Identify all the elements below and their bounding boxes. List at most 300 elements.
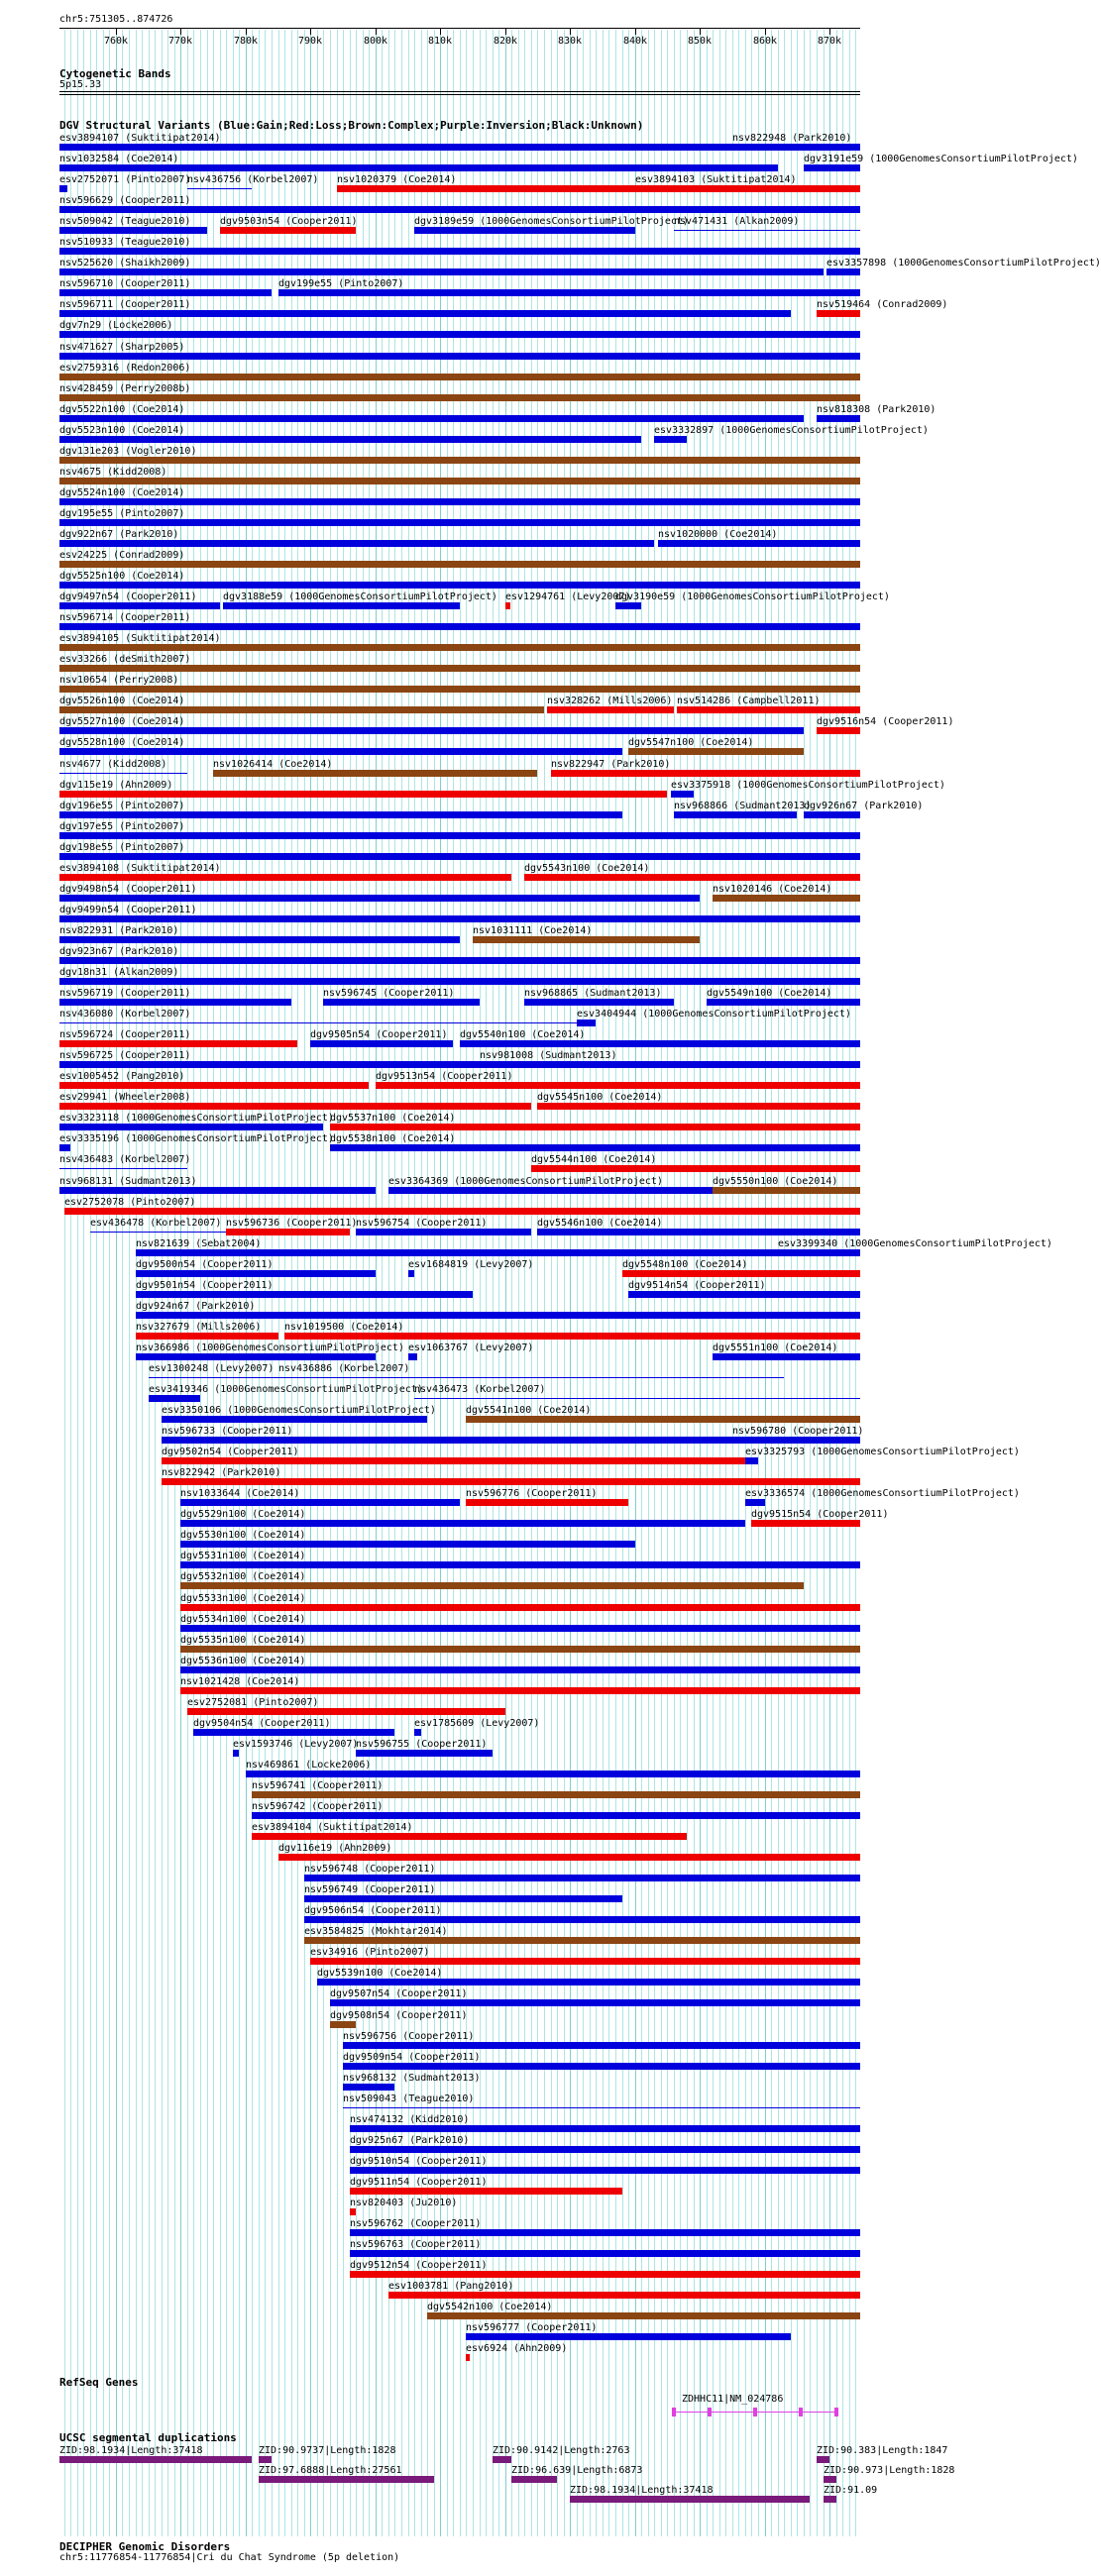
sv-bar[interactable] xyxy=(180,1520,745,1527)
sv-label[interactable]: dgv9505n54 (Cooper2011) xyxy=(310,1029,448,1041)
sv-bar[interactable] xyxy=(408,1353,417,1360)
sv-bar[interactable] xyxy=(278,1854,860,1861)
sv-bar[interactable] xyxy=(59,519,860,526)
sv-bar[interactable] xyxy=(59,394,860,401)
sv-bar[interactable] xyxy=(136,1291,473,1298)
sv-label[interactable]: nsv328262 (Mills2006) xyxy=(547,696,673,707)
sv-bar[interactable] xyxy=(330,2021,356,2028)
sv-bar[interactable] xyxy=(59,623,860,630)
sv-bar[interactable] xyxy=(59,936,460,943)
sv-bar[interactable] xyxy=(136,1270,376,1277)
sv-label[interactable]: esv3332897 (1000GenomesConsortiumPilotProject) xyxy=(654,424,929,436)
sv-bar[interactable] xyxy=(59,436,641,443)
sv-bar[interactable] xyxy=(59,832,860,839)
sv-bar[interactable] xyxy=(59,853,860,860)
sv-bar[interactable] xyxy=(778,1249,860,1256)
sv-bar[interactable] xyxy=(59,227,207,234)
sv-bar[interactable] xyxy=(745,1499,765,1506)
sv-label[interactable]: dgv3188e59 (1000GenomesConsortiumPilotProject) xyxy=(223,591,497,603)
sv-bar[interactable] xyxy=(59,686,860,693)
sv-label[interactable]: esv3894107 (Suktitipat2014) xyxy=(59,133,221,144)
sv-bar[interactable] xyxy=(376,1082,860,1089)
sv-bar[interactable] xyxy=(59,582,860,589)
sv-label[interactable]: dgv3191e59 (1000GenomesConsortiumPilotProject) xyxy=(804,154,1078,165)
sv-label[interactable]: nsv596749 (Cooper2011) xyxy=(304,1884,436,1896)
sv-label[interactable]: nsv1033644 (Coe2014) xyxy=(180,1488,300,1500)
sv-label[interactable]: nsv596736 (Cooper2011) xyxy=(226,1217,358,1229)
sv-bar[interactable] xyxy=(180,1646,860,1653)
sv-bar[interactable] xyxy=(59,748,622,755)
sv-label[interactable]: nsv1026414 (Coe2014) xyxy=(213,758,333,770)
segdup-bar[interactable] xyxy=(824,2496,836,2503)
sv-bar[interactable] xyxy=(304,1875,860,1881)
sv-label[interactable]: nsv366986 (1000GenomesConsortiumPilotProject) xyxy=(136,1342,404,1353)
sv-bar[interactable] xyxy=(427,2312,860,2319)
sv-label[interactable]: esv3894103 (Suktitipat2014) xyxy=(635,174,797,186)
sv-bar[interactable] xyxy=(310,1040,453,1047)
sv-bar[interactable] xyxy=(677,706,860,713)
sv-label[interactable]: esv3584825 (Mokhtar2014) xyxy=(304,1926,448,1938)
sv-label[interactable]: dgv5538n100 (Coe2014) xyxy=(330,1133,456,1145)
sv-label[interactable]: nsv822947 (Park2010) xyxy=(551,758,671,770)
sv-label[interactable]: dgv9501n54 (Cooper2011) xyxy=(136,1279,274,1291)
sv-label[interactable]: dgv9509n54 (Cooper2011) xyxy=(343,2051,481,2063)
sv-bar[interactable] xyxy=(59,353,860,360)
sv-bar[interactable] xyxy=(615,602,641,609)
sv-bar[interactable] xyxy=(59,665,860,672)
sv-label[interactable]: nsv596741 (Cooper2011) xyxy=(252,1779,384,1791)
sv-bar[interactable] xyxy=(356,1229,531,1235)
sv-bar[interactable] xyxy=(59,811,622,818)
sv-bar[interactable] xyxy=(59,1022,577,1023)
sv-bar[interactable] xyxy=(59,331,860,338)
sv-bar[interactable] xyxy=(388,2292,860,2299)
sv-label[interactable]: esv3375918 (1000GenomesConsortiumPilotProject) xyxy=(671,779,945,791)
sv-label[interactable]: dgv923n67 (Park2010) xyxy=(59,945,179,957)
sv-label[interactable]: esv1684819 (Levy2007) xyxy=(408,1258,534,1270)
sv-bar[interactable] xyxy=(537,1103,860,1110)
sv-bar[interactable] xyxy=(149,1377,278,1378)
sv-label[interactable]: dgv926n67 (Park2010) xyxy=(804,800,924,811)
sv-label[interactable]: dgv922n67 (Park2010) xyxy=(59,528,179,540)
sv-bar[interactable] xyxy=(635,185,860,192)
sv-label[interactable]: nsv436886 (Korbel2007) xyxy=(278,1362,410,1374)
sv-label[interactable]: esv2752078 (Pinto2007) xyxy=(64,1196,196,1208)
sv-bar[interactable] xyxy=(330,1144,860,1151)
segdup-bar[interactable] xyxy=(817,2456,829,2463)
sv-label[interactable]: dgv5534n100 (Coe2014) xyxy=(180,1613,306,1625)
sv-bar[interactable] xyxy=(180,1687,860,1694)
sv-label[interactable]: dgv5539n100 (Coe2014) xyxy=(317,1968,443,1980)
sv-label[interactable]: esv1063767 (Levy2007) xyxy=(408,1342,534,1353)
sv-label[interactable]: dgv5536n100 (Coe2014) xyxy=(180,1655,306,1666)
sv-bar[interactable] xyxy=(658,540,860,547)
decipher-entry[interactable]: chr5:11776854-11776854|Cri du Chat Syndrome (5p deletion) xyxy=(59,2552,400,2563)
sv-bar[interactable] xyxy=(817,310,860,317)
sv-label[interactable]: dgv5548n100 (Coe2014) xyxy=(622,1258,748,1270)
sv-label[interactable]: nsv509043 (Teague2010) xyxy=(343,2093,475,2104)
sv-bar[interactable] xyxy=(59,895,700,902)
sv-bar[interactable] xyxy=(628,748,804,755)
sv-label[interactable]: nsv1020000 (Coe2014) xyxy=(658,528,778,540)
sv-label[interactable]: esv436478 (Korbel2007) xyxy=(90,1217,222,1229)
sv-bar[interactable] xyxy=(252,1833,687,1840)
sv-label[interactable]: nsv981008 (Sudmant2013) xyxy=(480,1050,617,1062)
sv-bar[interactable] xyxy=(343,2042,860,2049)
sv-label[interactable]: nsv821639 (Sebat2004) xyxy=(136,1237,262,1249)
sv-label[interactable]: nsv436473 (Korbel2007) xyxy=(414,1384,546,1395)
sv-label[interactable]: esv33266 (deSmith2007) xyxy=(59,654,191,666)
sv-label[interactable]: nsv596763 (Cooper2011) xyxy=(350,2239,482,2251)
sv-bar[interactable] xyxy=(59,773,187,774)
sv-label[interactable]: dgv3189e59 (1000GenomesConsortiumPilotProject) xyxy=(414,216,689,228)
sv-bar[interactable] xyxy=(304,1937,860,1944)
sv-bar[interactable] xyxy=(59,561,860,568)
sv-bar[interactable] xyxy=(136,1333,278,1340)
sv-bar[interactable] xyxy=(304,1916,860,1923)
sv-label[interactable]: dgv199e55 (Pinto2007) xyxy=(278,278,404,290)
sv-bar[interactable] xyxy=(350,2208,356,2215)
sv-label[interactable]: esv1785609 (Levy2007) xyxy=(414,1717,540,1729)
sv-bar[interactable] xyxy=(59,791,667,798)
sv-label[interactable]: esv24225 (Conrad2009) xyxy=(59,550,185,561)
sv-label[interactable]: dgv5550n100 (Coe2014) xyxy=(713,1175,838,1187)
sv-label[interactable]: dgv9500n54 (Cooper2011) xyxy=(136,1258,274,1270)
sv-bar[interactable] xyxy=(350,2167,860,2174)
sv-bar[interactable] xyxy=(246,1771,860,1777)
sv-bar[interactable] xyxy=(473,936,700,943)
sv-label[interactable]: esv34916 (Pinto2007) xyxy=(310,1947,430,1959)
sv-label[interactable]: nsv596733 (Cooper2011) xyxy=(162,1426,293,1438)
sv-bar[interactable] xyxy=(226,1229,350,1235)
sv-label[interactable]: esv2759316 (Redon2006) xyxy=(59,362,191,374)
sv-bar[interactable] xyxy=(654,436,687,443)
sv-bar[interactable] xyxy=(59,185,67,192)
sv-bar[interactable] xyxy=(330,1124,860,1130)
sv-label[interactable]: dgv5537n100 (Coe2014) xyxy=(330,1113,456,1125)
sv-label[interactable]: nsv822948 (Park2010) xyxy=(732,133,852,144)
sv-bar[interactable] xyxy=(59,206,860,213)
sv-label[interactable]: esv1294761 (Levy2007) xyxy=(505,591,631,603)
segdup-bar[interactable] xyxy=(259,2456,272,2463)
sv-bar[interactable] xyxy=(414,1729,421,1736)
refseq-gene-exon[interactable] xyxy=(799,2408,803,2416)
sv-label[interactable]: dgv196e55 (Pinto2007) xyxy=(59,800,185,811)
sv-label[interactable]: dgv5541n100 (Coe2014) xyxy=(466,1405,592,1417)
sv-bar[interactable] xyxy=(524,874,860,881)
sv-label[interactable]: esv3399340 (1000GenomesConsortiumPilotProject) xyxy=(778,1237,1052,1249)
sv-label[interactable]: esv3350106 (1000GenomesConsortiumPilotProject) xyxy=(162,1405,436,1417)
sv-bar[interactable] xyxy=(162,1457,751,1464)
sv-bar[interactable] xyxy=(59,978,860,985)
sv-label[interactable]: nsv596719 (Cooper2011) xyxy=(59,988,191,1000)
sv-bar[interactable] xyxy=(180,1604,860,1611)
sv-label[interactable]: dgv9502n54 (Cooper2011) xyxy=(162,1447,299,1458)
sv-label[interactable]: nsv596762 (Cooper2011) xyxy=(350,2218,482,2229)
sv-bar[interactable] xyxy=(674,811,797,818)
sv-bar[interactable] xyxy=(59,540,654,547)
sv-bar[interactable] xyxy=(713,1187,860,1194)
sv-label[interactable]: dgv924n67 (Park2010) xyxy=(136,1300,256,1312)
sv-bar[interactable] xyxy=(531,1165,860,1172)
sv-label[interactable]: dgv9511n54 (Cooper2011) xyxy=(350,2176,488,2188)
sv-label[interactable]: esv3894105 (Suktitipat2014) xyxy=(59,633,221,645)
sv-label[interactable]: dgv5529n100 (Coe2014) xyxy=(180,1509,306,1521)
sv-bar[interactable] xyxy=(162,1416,427,1423)
sv-label[interactable]: dgv5530n100 (Coe2014) xyxy=(180,1530,306,1542)
sv-bar[interactable] xyxy=(537,1229,860,1235)
sv-bar[interactable] xyxy=(59,727,804,734)
sv-label[interactable]: nsv525620 (Shaikh2009) xyxy=(59,258,191,269)
sv-bar[interactable] xyxy=(323,999,480,1006)
sv-label[interactable]: nsv596754 (Cooper2011) xyxy=(356,1217,488,1229)
sv-label[interactable]: dgv9498n54 (Cooper2011) xyxy=(59,883,197,895)
sv-label[interactable]: nsv596710 (Cooper2011) xyxy=(59,278,191,290)
sv-bar[interactable] xyxy=(817,727,860,734)
sv-label[interactable]: dgv9508n54 (Cooper2011) xyxy=(330,2009,468,2021)
sv-bar[interactable] xyxy=(59,602,220,609)
segdup-bar[interactable] xyxy=(511,2476,557,2483)
sv-label[interactable]: nsv1032584 (Coe2014) xyxy=(59,154,179,165)
sv-bar[interactable] xyxy=(505,602,510,609)
sv-label[interactable]: nsv4675 (Kidd2008) xyxy=(59,466,167,478)
sv-label[interactable]: esv3336574 (1000GenomesConsortiumPilotProject) xyxy=(745,1488,1020,1500)
sv-label[interactable]: nsv1021428 (Coe2014) xyxy=(180,1675,300,1687)
sv-label[interactable]: nsv968866 (Sudmant2013) xyxy=(674,800,812,811)
sv-bar[interactable] xyxy=(817,415,860,422)
sv-label[interactable]: dgv925n67 (Park2010) xyxy=(350,2134,470,2146)
sv-label[interactable]: nsv596629 (Cooper2011) xyxy=(59,195,191,207)
sv-label[interactable]: esv1003781 (Pang2010) xyxy=(388,2281,514,2293)
sv-label[interactable]: nsv968131 (Sudmant2013) xyxy=(59,1175,197,1187)
sv-label[interactable]: nsv436756 (Korbel2007) xyxy=(187,174,319,186)
sv-bar[interactable] xyxy=(356,1750,493,1757)
sv-bar[interactable] xyxy=(59,1168,187,1169)
segdup-label[interactable]: ZID:96.639|Length:6873 xyxy=(511,2465,643,2476)
sv-bar[interactable] xyxy=(350,2250,860,2257)
sv-label[interactable]: dgv5528n100 (Coe2014) xyxy=(59,737,185,749)
segdup-bar[interactable] xyxy=(824,2476,836,2483)
segdup-label[interactable]: ZID:98.1934|Length:37418 xyxy=(59,2445,203,2456)
sv-bar[interactable] xyxy=(674,230,860,231)
sv-label[interactable]: nsv596745 (Cooper2011) xyxy=(323,988,455,1000)
sv-label[interactable]: nsv519464 (Conrad2009) xyxy=(817,299,948,311)
sv-bar[interactable] xyxy=(180,1561,860,1568)
sv-bar[interactable] xyxy=(408,1270,414,1277)
sv-label[interactable]: dgv9503n54 (Cooper2011) xyxy=(220,216,358,228)
sv-bar[interactable] xyxy=(284,1333,860,1340)
segdup-bar[interactable] xyxy=(493,2456,511,2463)
segdup-label[interactable]: ZID:90.973|Length:1828 xyxy=(824,2465,955,2476)
sv-bar[interactable] xyxy=(64,1208,860,1215)
refseq-gene-exon[interactable] xyxy=(834,2408,838,2416)
sv-bar[interactable] xyxy=(59,457,860,464)
sv-bar[interactable] xyxy=(187,188,252,189)
sv-bar[interactable] xyxy=(59,957,860,964)
sv-label[interactable]: nsv1031111 (Coe2014) xyxy=(473,924,593,936)
sv-label[interactable]: esv2752081 (Pinto2007) xyxy=(187,1696,319,1708)
sv-label[interactable]: nsv10654 (Perry2008) xyxy=(59,675,179,687)
segdup-label[interactable]: ZID:90.383|Length:1847 xyxy=(817,2445,948,2456)
sv-label[interactable]: dgv5533n100 (Coe2014) xyxy=(180,1592,306,1604)
sv-label[interactable]: dgv9514n54 (Cooper2011) xyxy=(628,1279,766,1291)
sv-label[interactable]: dgv5523n100 (Coe2014) xyxy=(59,424,185,436)
sv-bar[interactable] xyxy=(713,895,860,902)
sv-bar[interactable] xyxy=(220,227,356,234)
sv-label[interactable]: esv1005452 (Pang2010) xyxy=(59,1071,185,1083)
sv-bar[interactable] xyxy=(180,1582,804,1589)
sv-label[interactable]: nsv596776 (Cooper2011) xyxy=(466,1488,598,1500)
sv-bar[interactable] xyxy=(466,2333,791,2340)
sv-bar[interactable] xyxy=(180,1625,860,1632)
sv-bar[interactable] xyxy=(193,1729,394,1736)
sv-bar[interactable] xyxy=(350,2188,622,2195)
sv-label[interactable]: dgv197e55 (Pinto2007) xyxy=(59,820,185,832)
sv-label[interactable]: dgv5522n100 (Coe2014) xyxy=(59,403,185,415)
sv-bar[interactable] xyxy=(804,164,860,171)
sv-bar[interactable] xyxy=(577,1020,596,1026)
sv-bar[interactable] xyxy=(59,248,860,255)
sv-label[interactable]: esv6924 (Ahn2009) xyxy=(466,2343,568,2355)
sv-bar[interactable] xyxy=(551,770,860,777)
sv-label[interactable]: dgv5532n100 (Coe2014) xyxy=(180,1571,306,1583)
sv-label[interactable]: nsv327679 (Mills2006) xyxy=(136,1321,262,1333)
sv-bar[interactable] xyxy=(59,706,544,713)
sv-label[interactable]: dgv116e19 (Ahn2009) xyxy=(278,1843,392,1855)
sv-label[interactable]: dgv5527n100 (Coe2014) xyxy=(59,716,185,728)
sv-bar[interactable] xyxy=(136,1312,860,1319)
sv-label[interactable]: nsv968132 (Sudmant2013) xyxy=(343,2072,481,2084)
sv-label[interactable]: dgv9515n54 (Cooper2011) xyxy=(751,1509,889,1521)
segdup-label[interactable]: ZID:90.9737|Length:1828 xyxy=(259,2445,396,2456)
sv-bar[interactable] xyxy=(223,602,460,609)
sv-label[interactable]: dgv9510n54 (Cooper2011) xyxy=(350,2155,488,2167)
sv-label[interactable]: dgv9512n54 (Cooper2011) xyxy=(350,2260,488,2272)
sv-bar[interactable] xyxy=(136,1353,376,1360)
sv-bar[interactable] xyxy=(707,999,860,1006)
sv-bar[interactable] xyxy=(59,498,860,505)
segdup-bar[interactable] xyxy=(259,2476,434,2483)
sv-bar[interactable] xyxy=(162,1478,860,1485)
sv-label[interactable]: dgv5526n100 (Coe2014) xyxy=(59,696,185,707)
sv-bar[interactable] xyxy=(59,1082,369,1089)
sv-label[interactable]: nsv1020146 (Coe2014) xyxy=(713,883,832,895)
sv-bar[interactable] xyxy=(350,2125,860,2132)
segdup-label[interactable]: ZID:90.9142|Length:2763 xyxy=(493,2445,630,2456)
sv-bar[interactable] xyxy=(350,2229,860,2236)
sv-bar[interactable] xyxy=(460,1040,860,1047)
sv-label[interactable]: dgv5547n100 (Coe2014) xyxy=(628,737,754,749)
sv-label[interactable]: nsv596711 (Cooper2011) xyxy=(59,299,191,311)
sv-bar[interactable] xyxy=(59,374,860,380)
sv-label[interactable]: dgv5540n100 (Coe2014) xyxy=(460,1029,586,1041)
segdup-bar[interactable] xyxy=(570,2496,810,2503)
sv-label[interactable]: nsv436080 (Korbel2007) xyxy=(59,1009,191,1020)
sv-label[interactable]: esv1300248 (Levy2007) xyxy=(149,1362,275,1374)
sv-label[interactable]: dgv9499n54 (Cooper2011) xyxy=(59,904,197,915)
sv-bar[interactable] xyxy=(59,999,291,1006)
sv-label[interactable]: esv3404944 (1000GenomesConsortiumPilotProject) xyxy=(577,1009,851,1020)
sv-bar[interactable] xyxy=(278,1377,784,1378)
sv-bar[interactable] xyxy=(59,1040,297,1047)
sv-label[interactable]: dgv9506n54 (Cooper2011) xyxy=(304,1905,442,1917)
sv-bar[interactable] xyxy=(732,144,860,151)
sv-bar[interactable] xyxy=(213,770,537,777)
sv-bar[interactable] xyxy=(524,999,674,1006)
sv-label[interactable]: dgv9497n54 (Cooper2011) xyxy=(59,591,197,603)
sv-label[interactable]: nsv469861 (Locke2006) xyxy=(246,1759,372,1771)
sv-label[interactable]: nsv820403 (Ju2010) xyxy=(350,2197,458,2208)
sv-label[interactable]: dgv5542n100 (Coe2014) xyxy=(427,2302,553,2313)
sv-bar[interactable] xyxy=(304,1895,622,1902)
sv-label[interactable]: dgv7n29 (Locke2006) xyxy=(59,320,173,332)
sv-bar[interactable] xyxy=(713,1353,860,1360)
sv-label[interactable]: nsv968865 (Sudmant2013) xyxy=(524,988,662,1000)
sv-label[interactable]: dgv5545n100 (Coe2014) xyxy=(537,1092,663,1104)
sv-label[interactable]: nsv428459 (Perry2008b) xyxy=(59,382,191,394)
sv-label[interactable]: dgv5551n100 (Coe2014) xyxy=(713,1342,838,1353)
sv-bar[interactable] xyxy=(826,268,860,275)
sv-label[interactable]: dgv5535n100 (Coe2014) xyxy=(180,1634,306,1646)
sv-bar[interactable] xyxy=(252,1791,860,1798)
sv-label[interactable]: dgv5525n100 (Coe2014) xyxy=(59,571,185,583)
sv-label[interactable]: nsv471627 (Sharp2005) xyxy=(59,341,185,353)
sv-label[interactable]: dgv115e19 (Ahn2009) xyxy=(59,779,173,791)
sv-bar[interactable] xyxy=(59,310,791,317)
sv-bar[interactable] xyxy=(59,1061,860,1068)
sv-bar[interactable] xyxy=(388,1187,713,1194)
sv-label[interactable]: nsv596714 (Cooper2011) xyxy=(59,612,191,624)
sv-bar[interactable] xyxy=(622,1270,860,1277)
sv-bar[interactable] xyxy=(252,1812,860,1819)
segdup-bar[interactable] xyxy=(59,2456,252,2463)
sv-bar[interactable] xyxy=(59,289,272,296)
sv-bar[interactable] xyxy=(59,1187,376,1194)
sv-label[interactable]: dgv5549n100 (Coe2014) xyxy=(707,988,832,1000)
sv-bar[interactable] xyxy=(671,791,694,798)
sv-label[interactable]: dgv5546n100 (Coe2014) xyxy=(537,1217,663,1229)
sv-label[interactable]: nsv514286 (Campbell2011) xyxy=(677,696,821,707)
sv-label[interactable]: nsv596780 (Cooper2011) xyxy=(732,1426,864,1438)
sv-label[interactable]: nsv436483 (Korbel2007) xyxy=(59,1154,191,1166)
sv-label[interactable]: nsv596725 (Cooper2011) xyxy=(59,1050,191,1062)
sv-bar[interactable] xyxy=(466,2354,470,2361)
segdup-label[interactable]: ZID:98.1934|Length:37418 xyxy=(570,2485,714,2496)
sv-bar[interactable] xyxy=(547,706,674,713)
sv-label[interactable]: nsv1020379 (Coe2014) xyxy=(337,174,457,186)
sv-label[interactable]: nsv596777 (Cooper2011) xyxy=(466,2322,598,2334)
sv-label[interactable]: esv3325793 (1000GenomesConsortiumPilotProject) xyxy=(745,1447,1020,1458)
sv-label[interactable]: esv1593746 (Levy2007) xyxy=(233,1738,359,1750)
sv-label[interactable]: dgv9513n54 (Cooper2011) xyxy=(376,1071,513,1083)
sv-label[interactable]: nsv474132 (Kidd2010) xyxy=(350,2113,470,2125)
sv-bar[interactable] xyxy=(59,644,860,651)
refseq-gene-exon[interactable] xyxy=(753,2408,757,2416)
sv-label[interactable]: esv3357898 (1000GenomesConsortiumPilotProject) xyxy=(826,258,1101,269)
sv-label[interactable]: nsv1019500 (Coe2014) xyxy=(284,1321,404,1333)
sv-label[interactable]: esv3894108 (Suktitipat2014) xyxy=(59,862,221,874)
sv-bar[interactable] xyxy=(278,289,860,296)
sv-label[interactable]: nsv596724 (Cooper2011) xyxy=(59,1029,191,1041)
sv-label[interactable]: dgv18n31 (Alkan2009) xyxy=(59,967,179,978)
sv-bar[interactable] xyxy=(480,1061,667,1068)
sv-label[interactable]: dgv195e55 (Pinto2007) xyxy=(59,507,185,519)
sv-bar[interactable] xyxy=(180,1499,460,1506)
sv-label[interactable]: esv29941 (Wheeler2008) xyxy=(59,1092,191,1104)
sv-label[interactable]: esv3323118 (1000GenomesConsortiumPilotProject) xyxy=(59,1113,334,1125)
sv-bar[interactable] xyxy=(59,1124,323,1130)
sv-bar[interactable] xyxy=(804,811,860,818)
